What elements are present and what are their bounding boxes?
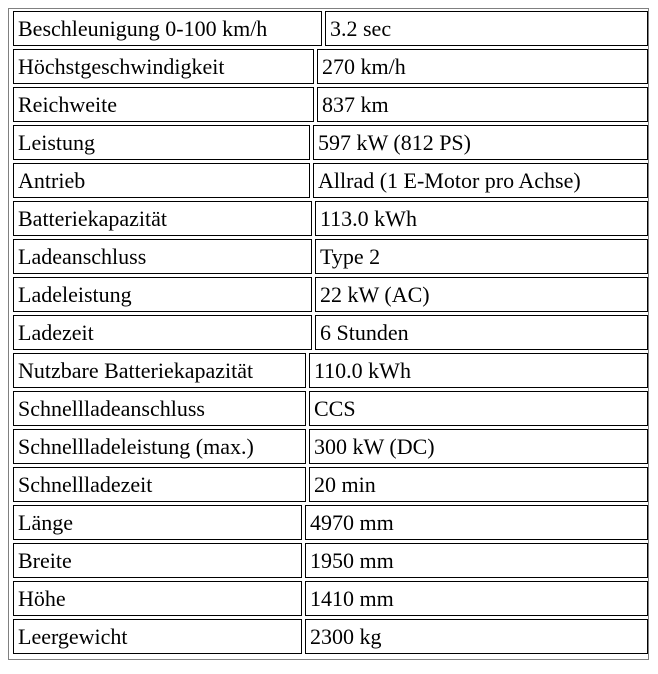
- spec-value: 270 km/h: [317, 49, 648, 84]
- spec-value: 22 kW (AC): [315, 277, 648, 312]
- spec-label: Schnellladeleistung (max.): [13, 429, 306, 464]
- spec-table: [8, 8, 649, 660]
- spec-label: Höchstgeschwindigkeit: [13, 49, 314, 84]
- spec-label: Batteriekapazität: [13, 201, 312, 236]
- spec-label: Leistung: [13, 125, 310, 160]
- spec-label: Ladeanschluss: [13, 239, 312, 274]
- spec-value: 6 Stunden: [315, 315, 648, 350]
- spec-value: 1410 mm: [305, 581, 648, 616]
- spec-value: 4970 mm: [305, 505, 648, 540]
- spec-value: 110.0 kWh: [309, 353, 648, 388]
- spec-label: Reichweite: [13, 87, 314, 122]
- spec-label: Ladeleistung: [13, 277, 312, 312]
- spec-value: 2300 kg: [305, 619, 648, 654]
- spec-label: Breite: [13, 543, 302, 578]
- spec-value: 837 km: [317, 87, 648, 122]
- spec-label: Ladezeit: [13, 315, 312, 350]
- spec-label: Schnellladeanschluss: [13, 391, 306, 426]
- spec-value: 300 kW (DC): [309, 429, 648, 464]
- spec-label: Beschleunigung 0-100 km/h: [13, 11, 322, 46]
- spec-value: 20 min: [309, 467, 648, 502]
- spec-value: CCS: [309, 391, 648, 426]
- spec-value: 113.0 kWh: [315, 201, 648, 236]
- spec-value: 597 kW (812 PS): [313, 125, 648, 160]
- spec-value: 3.2 sec: [325, 11, 648, 46]
- spec-label: Höhe: [13, 581, 302, 616]
- spec-label: Länge: [13, 505, 302, 540]
- spec-label: Leergewicht: [13, 619, 302, 654]
- spec-label: Nutzbare Batteriekapazität: [13, 353, 306, 388]
- spec-label: Schnellladezeit: [13, 467, 306, 502]
- spec-value: Type 2: [315, 239, 648, 274]
- spec-value: 1950 mm: [305, 543, 648, 578]
- spec-label: Antrieb: [13, 163, 310, 198]
- spec-value: Allrad (1 E-Motor pro Achse): [313, 163, 648, 198]
